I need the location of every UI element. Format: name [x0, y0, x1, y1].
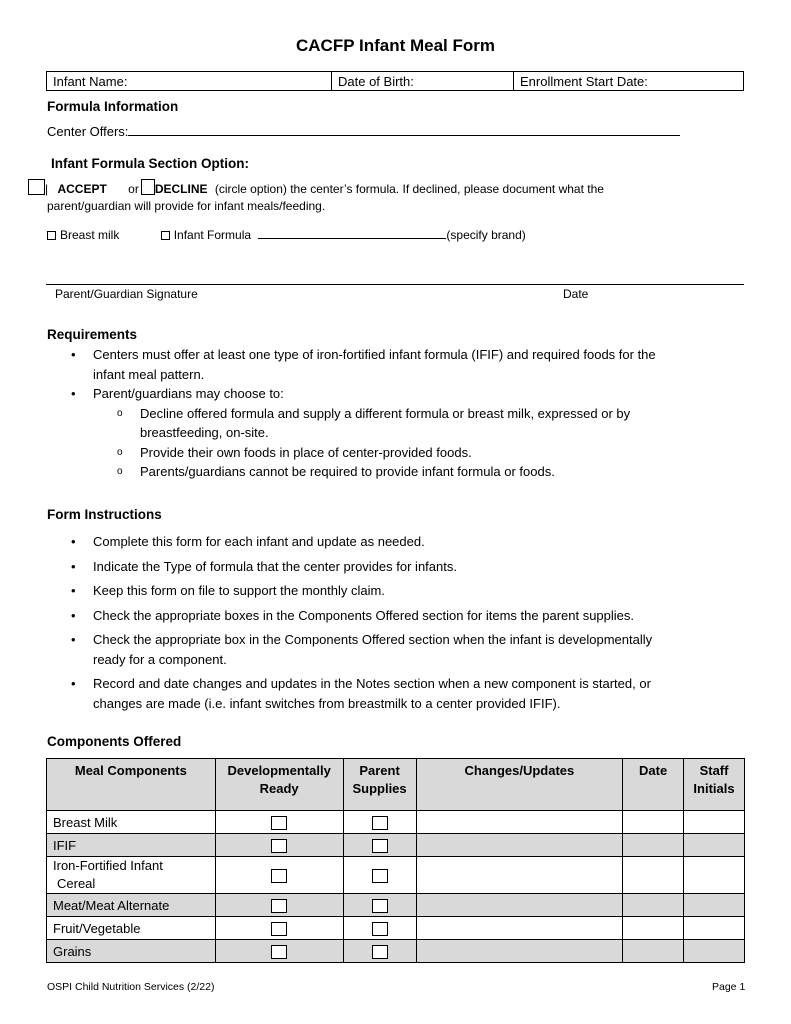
- date-of-birth-field[interactable]: Date of Birth:: [332, 72, 514, 90]
- initials-cell[interactable]: [684, 857, 745, 894]
- parent-supplies-checkbox[interactable]: [372, 899, 388, 913]
- dev-ready-checkbox[interactable]: [271, 945, 287, 959]
- sub-list-item: o Parents/guardians cannot be required to provide infant formula or foods.: [140, 462, 753, 482]
- changes-cell[interactable]: [416, 857, 623, 894]
- sub-list-item: o Decline offered formula and supply a different formula or breast milk, expressed or by: [140, 404, 753, 424]
- sub-list-item: o Provide their own foods in place of center-provided foods.: [140, 443, 753, 463]
- date-cell[interactable]: [623, 811, 684, 834]
- table-header-row: [47, 759, 745, 811]
- accept-decline-row: | ACCEPT or DECLINE (circle option) the center’s formula. If declined, please document what the: [28, 179, 604, 196]
- table-row: [47, 894, 745, 917]
- list-item-cont: changes are made (i.e. infant switches from breastmilk to a center provided IFIF).: [93, 695, 561, 711]
- dev-ready-checkbox[interactable]: [271, 899, 287, 913]
- parent-supplies-checkbox[interactable]: [372, 816, 388, 830]
- changes-cell[interactable]: [416, 894, 623, 917]
- table-row: [47, 917, 745, 940]
- changes-cell[interactable]: [416, 834, 623, 857]
- signature-date-label: Date: [563, 287, 589, 301]
- parent-provide-text: parent/guardian will provide for infant meals/feeding.: [47, 199, 326, 213]
- row-label: IFIF: [47, 834, 216, 857]
- breast-milk-label: Breast milk: [60, 228, 120, 242]
- list-item: • Record and date changes and updates in the Notes section when a new component is started, or: [93, 674, 753, 694]
- accept-checkbox[interactable]: [28, 179, 45, 195]
- page-title: CACFP Infant Meal Form: [296, 36, 495, 55]
- table-row: [47, 834, 745, 857]
- table-row: [47, 857, 745, 894]
- changes-cell[interactable]: [416, 917, 623, 940]
- list-item: • Keep this form on file to support the monthly claim.: [93, 581, 753, 601]
- col-meal-components: Meal Components: [47, 759, 216, 811]
- col-date: Date: [623, 759, 684, 811]
- list-item: • Complete this form for each infant and update as needed.: [93, 532, 753, 552]
- parent-supplies-checkbox[interactable]: [372, 869, 388, 883]
- initials-cell[interactable]: [684, 940, 745, 963]
- infant-formula-checkbox[interactable]: [161, 231, 170, 240]
- list-item: • Parent/guardians may choose to:: [93, 384, 753, 404]
- initials-cell[interactable]: [684, 834, 745, 857]
- components-table: [46, 758, 745, 963]
- dev-ready-checkbox[interactable]: [271, 839, 287, 853]
- signature-line[interactable]: [46, 284, 744, 285]
- enrollment-start-date-field[interactable]: Enrollment Start Date:: [520, 74, 648, 89]
- signature-label: Parent/Guardian Signature: [55, 287, 198, 301]
- dev-ready-checkbox[interactable]: [271, 922, 287, 936]
- accept-label: ACCEPT: [57, 182, 107, 196]
- row-label: Fruit/Vegetable: [47, 917, 216, 940]
- initials-cell[interactable]: [684, 917, 745, 940]
- col-parent-supplies: Parent Supplies: [343, 759, 416, 811]
- footer-page-number: Page 1: [712, 981, 746, 993]
- initials-cell[interactable]: [684, 894, 745, 917]
- sub-list-item-cont: breastfeeding, on-site.: [140, 425, 269, 440]
- circle-option-text: (circle option) the center’s formula. If declined, please document what the: [214, 182, 604, 196]
- footer-left: OSPI Child Nutrition Services (2/22): [47, 981, 215, 993]
- decline-checkbox[interactable]: [141, 179, 155, 195]
- date-cell[interactable]: [623, 894, 684, 917]
- parent-supplies-checkbox[interactable]: [372, 922, 388, 936]
- row-label: Iron-Fortified Infant Cereal: [47, 857, 216, 894]
- center-offers-label: Center Offers:: [47, 124, 129, 139]
- table-row: [47, 811, 745, 834]
- col-staff-initials: Staff Initials: [684, 759, 745, 811]
- infant-name-field[interactable]: Infant Name:: [47, 72, 332, 90]
- dev-ready-checkbox[interactable]: [271, 816, 287, 830]
- list-item: • Indicate the Type of formula that the center provides for infants.: [93, 557, 753, 577]
- infant-info-row: [46, 71, 744, 91]
- col-developmentally-ready: Developmentally Ready: [215, 759, 343, 811]
- breast-milk-checkbox[interactable]: [47, 231, 56, 240]
- instructions-heading: Form Instructions: [47, 507, 162, 522]
- requirements-heading: Requirements: [47, 327, 138, 342]
- formula-info-heading: Formula Information: [47, 99, 179, 114]
- row-label: Breast Milk: [47, 811, 216, 834]
- dev-ready-checkbox[interactable]: [271, 869, 287, 883]
- components-heading: Components Offered: [47, 734, 182, 749]
- changes-cell[interactable]: [416, 940, 623, 963]
- list-item: • Check the appropriate boxes in the Components Offered section for items the parent supplies.: [93, 606, 753, 626]
- date-cell[interactable]: [623, 834, 684, 857]
- formula-brand-line[interactable]: [258, 228, 446, 239]
- formula-choice-row: [47, 228, 526, 242]
- section-option-heading: Infant Formula Section Option:: [51, 156, 249, 171]
- row-label: Meat/Meat Alternate: [47, 894, 216, 917]
- infant-formula-label: Infant Formula: [173, 228, 252, 242]
- center-offers-row: [47, 123, 680, 139]
- row-label: Grains: [47, 940, 216, 963]
- list-item: • Check the appropriate box in the Components Offered section when the infant is developmentally: [93, 630, 753, 650]
- or-label: or: [128, 182, 139, 196]
- table-row: [47, 940, 745, 963]
- date-cell[interactable]: [623, 857, 684, 894]
- date-cell[interactable]: [623, 940, 684, 963]
- col-changes-updates: Changes/Updates: [416, 759, 623, 811]
- date-cell[interactable]: [623, 917, 684, 940]
- parent-supplies-checkbox[interactable]: [372, 945, 388, 959]
- parent-supplies-checkbox[interactable]: [372, 839, 388, 853]
- initials-cell[interactable]: [684, 811, 745, 834]
- list-item: • Centers must offer at least one type of iron-fortified infant formula (IFIF) and required foods for the: [93, 345, 753, 365]
- list-item-cont: ready for a component.: [93, 651, 227, 667]
- decline-label: DECLINE: [154, 182, 208, 196]
- center-offers-line[interactable]: [128, 123, 680, 136]
- specify-brand-label: (specify brand): [446, 228, 526, 242]
- requirements-list: [93, 345, 753, 482]
- list-item-cont: infant meal pattern.: [93, 366, 205, 382]
- instructions-list: [93, 532, 753, 713]
- changes-cell[interactable]: [416, 811, 623, 834]
